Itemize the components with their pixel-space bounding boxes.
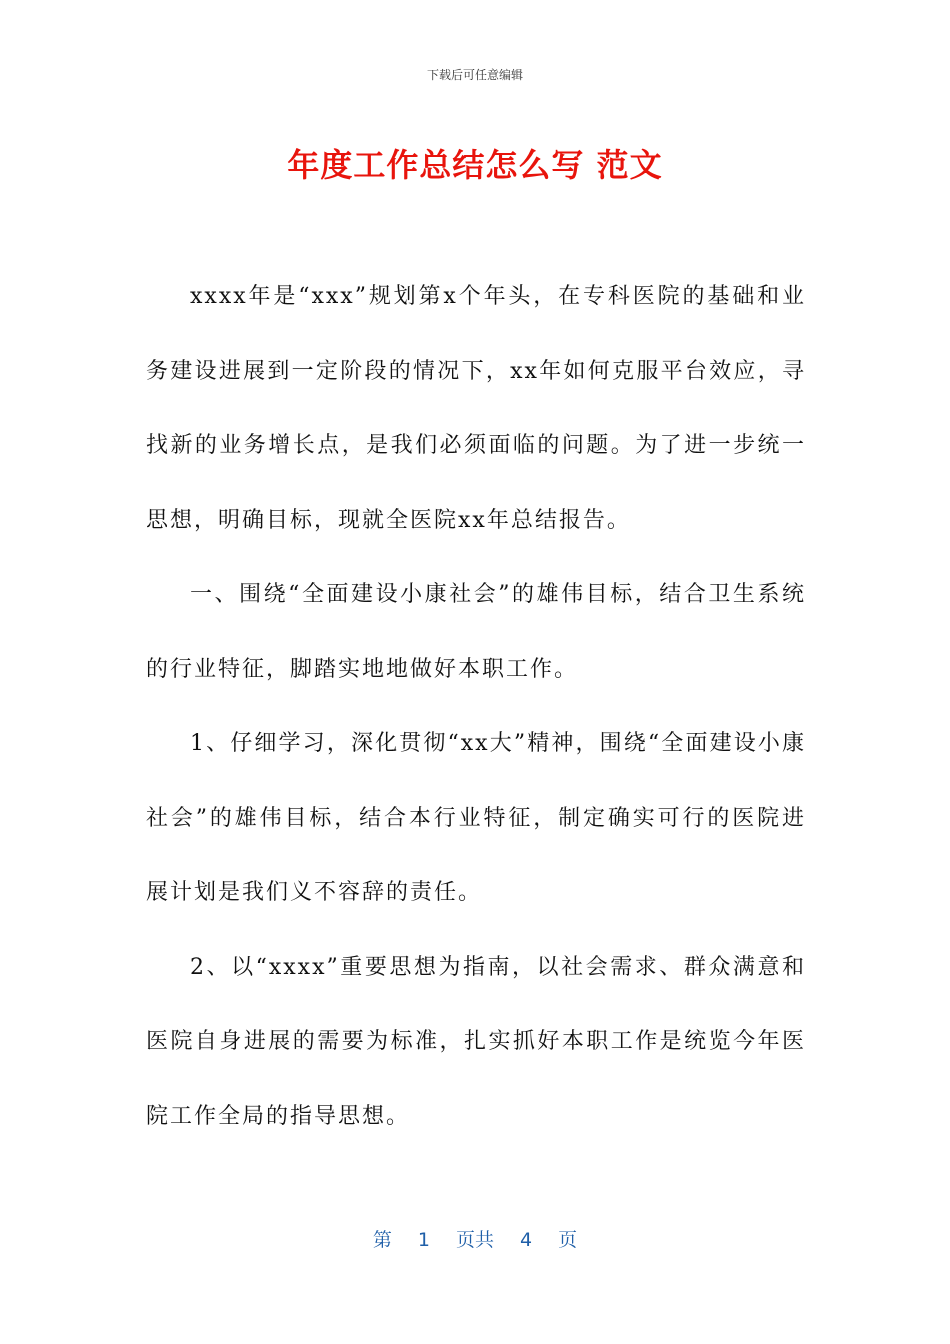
page-footer <box>0 1225 950 1252</box>
document-body <box>146 260 806 1154</box>
paragraph-item-1: 1、仔细学习，深化贯彻“xx大”精神，围绕“全面建设小康社会”的雄伟目标，结合本行业特征，制定确实可行的医院进展计划是我们义不容辞的责任。 <box>146 731 806 905</box>
footer-prefix: 第 <box>372 1229 392 1251</box>
document-title: 年度工作总结怎么写 范文 <box>287 146 663 184</box>
footer-page-number: 1 <box>417 1229 430 1251</box>
paragraph-intro: xxxx年是“xxx”规划第x个年头，在专科医院的基础和业务建设进展到一定阶段的情况下，xx年如何克服平台效应，寻找新的业务增长点，是我们必须面临的问题。为了进一步统一思想，明确目标，现就全医院xx年总结报告。 <box>146 284 806 533</box>
footer-total-pages: 4 <box>520 1229 533 1251</box>
page-header-note: 下载后可任意编辑 <box>426 68 523 82</box>
paragraph-item-2: 2、以“xxxx”重要思想为指南，以社会需求、群众满意和医院自身进展的需要为标准，扎实抓好本职工作是统览今年医院工作全局的指导思想。 <box>146 954 806 1129</box>
footer-middle: 页共 <box>455 1229 494 1251</box>
footer-suffix: 页 <box>558 1229 578 1251</box>
paragraph-section-1: 一、围绕“全面建设小康社会”的雄伟目标，结合卫生系统的行业特征，脚踏实地地做好本职工作。 <box>146 582 806 682</box>
